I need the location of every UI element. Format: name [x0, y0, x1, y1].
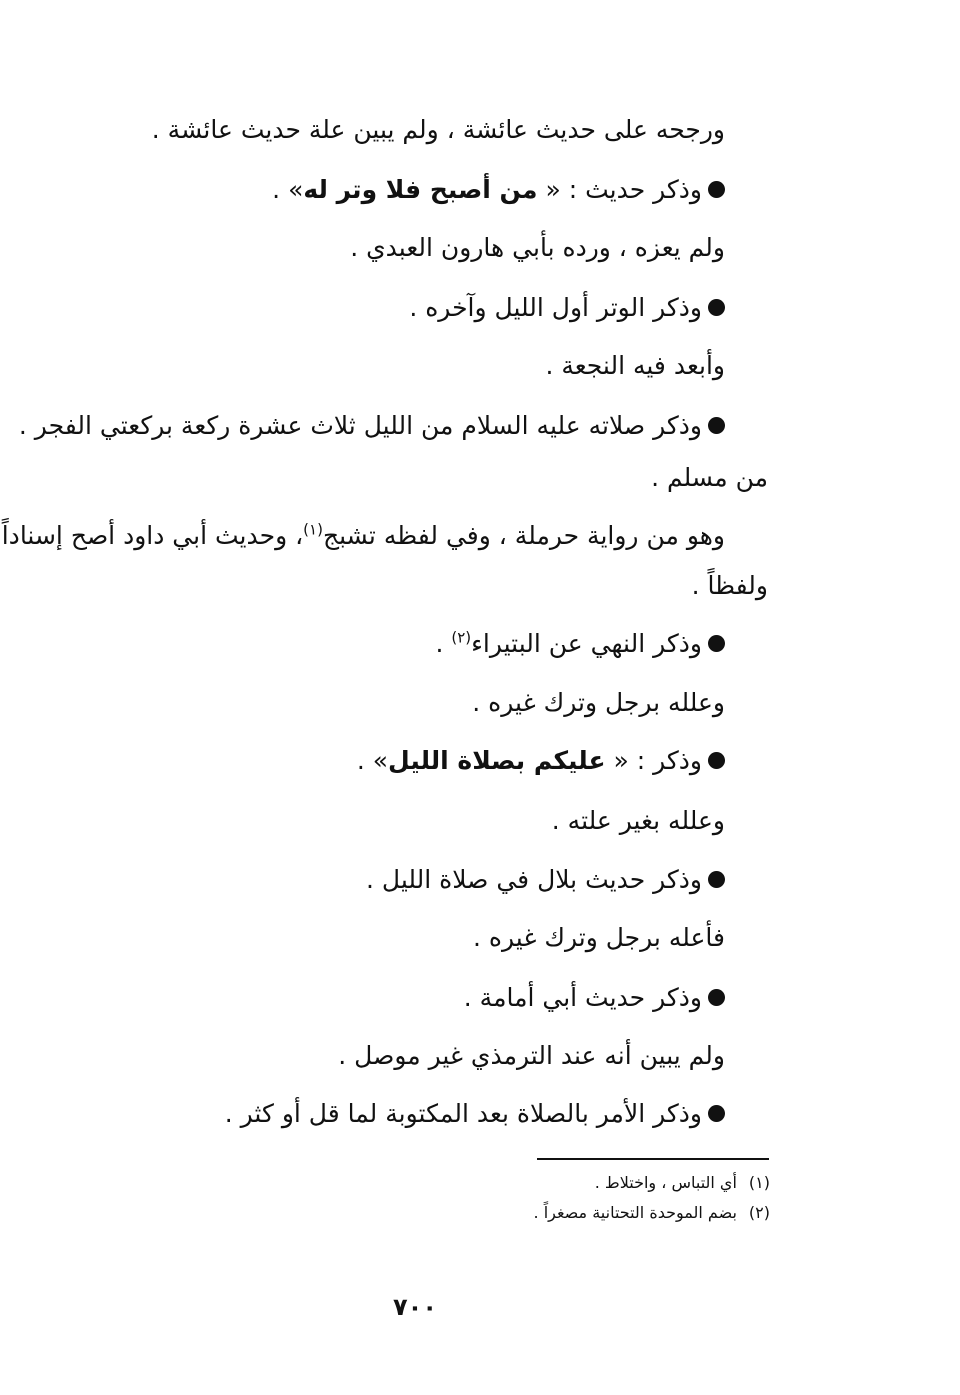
footnote-1	[595, 1172, 770, 1194]
bullet-icon	[708, 417, 725, 434]
line-8-text-a: وهو من رواية حرملة ، وفي لفظه تشبج	[322, 521, 725, 550]
line-8	[2, 518, 725, 554]
bullet-icon	[708, 181, 725, 198]
line-4	[409, 290, 725, 326]
line-12-suffix: » .	[356, 746, 389, 775]
footnote-number: (١)	[748, 1173, 770, 1192]
footnote-ref-2: (٢)	[451, 628, 472, 647]
hadith-text: عليكم بصلاة الليل	[388, 746, 606, 775]
line-14	[366, 862, 725, 898]
page-number: ٧٠٠	[393, 1293, 437, 1321]
footnote-number: (٢)	[748, 1203, 770, 1222]
bullet-icon	[708, 635, 725, 652]
line-4-text: وذكر الوتر أول الليل وآخره .	[409, 293, 702, 322]
line-15: فأعله برجل وترك غيره .	[473, 923, 725, 952]
line-12	[357, 743, 725, 779]
line-10	[435, 626, 725, 662]
bullet-icon	[708, 752, 725, 769]
line-6-text: وذكر صلاته عليه السلام من الليل ثلاث عشرة ركعة بركعتي الفجر .	[18, 411, 702, 440]
line-3: ولم يعزه ، ورده بأبي هارون العبدي .	[350, 233, 725, 262]
line-16-text: وذكر حديث أبي أمامة .	[463, 983, 702, 1012]
line-2	[272, 172, 725, 208]
footnote-divider	[537, 1158, 769, 1160]
line-6	[19, 408, 725, 444]
bullet-icon	[708, 989, 725, 1006]
line-11: وعلله برجل وترك غيره .	[472, 688, 725, 717]
line-5: وأبعد فيه النجعة .	[545, 351, 725, 380]
line-2-suffix: » .	[272, 175, 304, 204]
line-10-end: .	[435, 629, 452, 658]
line-10-text: وذكر النهي عن البتيراء	[471, 629, 702, 658]
footnote-text: بضم الموحدة التحتانية مصغراً .	[533, 1203, 737, 1222]
line-14-text: وذكر حديث بلال في صلاة الليل .	[366, 865, 702, 894]
bullet-icon	[708, 299, 725, 316]
line-9: ولفظاً .	[691, 571, 768, 600]
line-8-text-b: ، وحديث أبي داود أصح إسناداً	[1, 521, 304, 550]
line-18-text: وذكر الأمر بالصلاة بعد المكتوبة لما قل أو كثر .	[224, 1099, 702, 1128]
line-1: ورجحه على حديث عائشة ، ولم يبين علة حديث عائشة .	[151, 115, 725, 144]
footnote-2	[534, 1202, 770, 1224]
line-13: وعلله بغير علته .	[551, 806, 725, 835]
bullet-icon	[708, 871, 725, 888]
line-2-prefix: وذكر حديث : «	[545, 175, 702, 204]
footnote-ref-1: (١)	[303, 520, 323, 539]
line-12-prefix: وذكر : «	[613, 746, 702, 775]
line-18	[225, 1096, 725, 1132]
line-16	[464, 980, 725, 1016]
bullet-icon	[708, 1105, 725, 1122]
line-17: ولم يبين أنه عند الترمذي غير موصل .	[338, 1041, 725, 1070]
footnote-text: أي التباس ، واختلاط .	[594, 1173, 737, 1192]
hadith-text: من أصبح فلا وتر له	[303, 175, 538, 204]
line-7: من مسلم .	[651, 463, 768, 492]
